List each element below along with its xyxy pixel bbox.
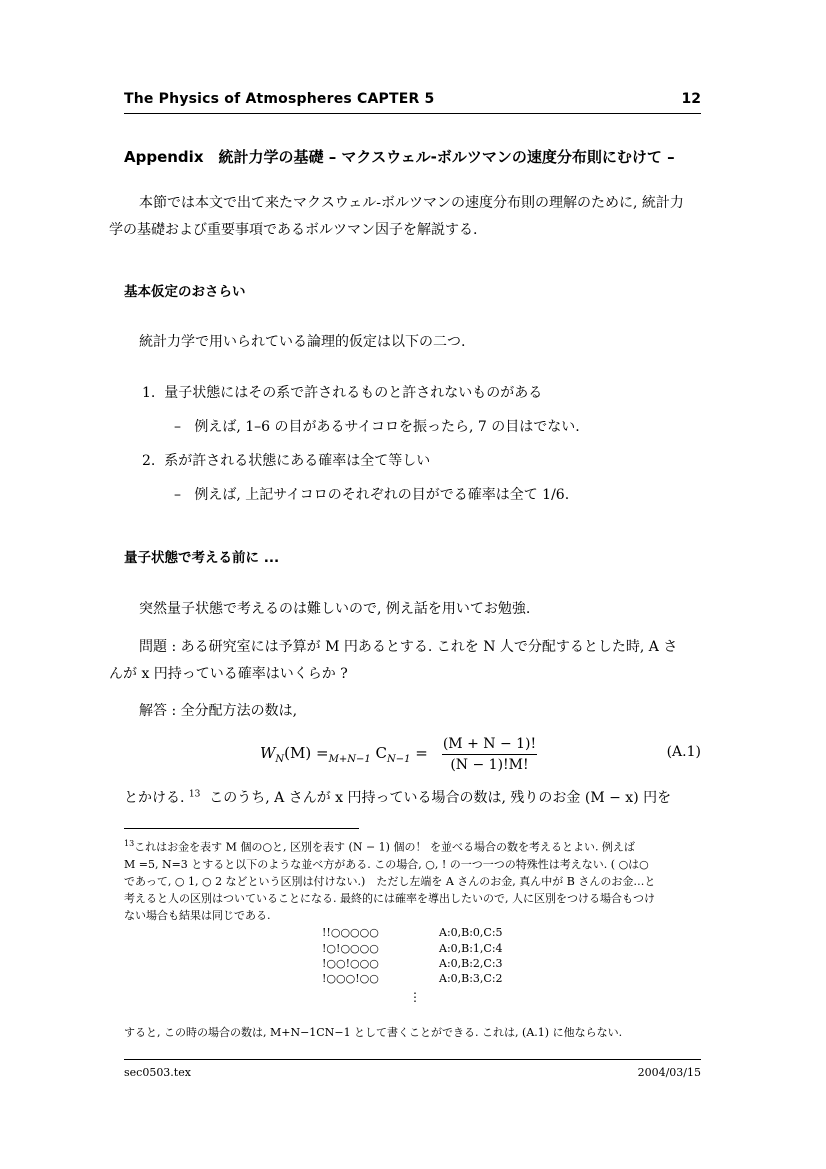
list-item-1-text: 量子状態にはその系で許されるものと許されないものがある (164, 385, 543, 401)
appendix-title: Appendix 統計力学の基礎 – マクスウェル-ボルツマンの速度分布則にむけて – (124, 148, 675, 166)
list-item-1-sub-text: 例えば, 1–6 の目があるサイコロを振ったら, 7 の目はでない. (194, 419, 580, 435)
problem-line-1: 問題 : ある研究室には予算が M 円あるとする. これを N 人で分配するとした時, A さ (139, 639, 678, 655)
problem-line-2: んが x 円持っている確率はいくらか ? (109, 666, 348, 682)
formula-fraction (442, 736, 537, 773)
list-item-1 (142, 382, 542, 402)
fraction-numerator: (M + N − 1)! (442, 736, 537, 752)
footnote-closing: すると, この時の場合の数は, M+N−1CN−1 として書くことができる. これは, (A.1) に他ならない. (124, 1026, 623, 1039)
dash-bullet: – (174, 487, 181, 503)
after-equation-rest: このうち, A さんが x 円持っている場合の数は, 残りのお金 (M − x) 円を (209, 790, 672, 806)
intro-line-2: 学の基礎および重要事項であるボルツマン因子を解説する. (109, 222, 478, 238)
formula-sub-n: N (275, 754, 285, 765)
footnote-text (124, 835, 701, 924)
intro-paragraph (109, 190, 701, 244)
formula-c: C (370, 744, 387, 762)
footnote-line-5: ない場合も結果は同じである. (124, 908, 271, 922)
footnote-line-4: 考えると人の区別はついていることになる. 最終的には確率を導出したいので, 人に区別をつける場合もつけ (124, 891, 655, 905)
list-item-1-sub (174, 416, 580, 436)
list-item-2-sub-text: 例えば, 上記サイコロのそれぞれの目がでる確率は全て 1/6. (194, 487, 570, 503)
footnote-line-2: M =5, N=3 とすると以下のような並べ方がある. この場合, ○, ! の一つ一つの特殊性は考えない. ( ○は○ (124, 857, 649, 871)
page-number: 12 (681, 91, 701, 107)
header-rule (124, 113, 701, 114)
fraction-bar (442, 754, 537, 755)
arrangement-result-3: A:0,B:2,C:3 (439, 957, 503, 970)
list-item-2 (142, 450, 430, 470)
fraction-denominator: (N − 1)!M! (450, 757, 529, 773)
answer-lead: 解答 : 全分配方法の数は, (139, 703, 298, 719)
formula-mid: (M) = (284, 744, 329, 762)
equation-a1 (260, 736, 560, 780)
after-equation-text: とかける. (124, 790, 185, 806)
formula-c-sub: N−1 (386, 754, 411, 765)
footnote-mark: 13 (188, 789, 201, 800)
footnote-line-1: これはお金を表す M 個の○と, 区別を表す (N − 1) 個の！ を並べる場合の数を考えるとよい. 例えば (134, 840, 635, 854)
footer-date: 2004/03/15 (637, 1066, 701, 1079)
formula-comb: M+N−1 (328, 754, 371, 765)
example-intro: 突然量子状態で考えるのは難しいので, 例え話を用いてお勉強. (139, 601, 531, 617)
list-item-2-number: 2. (142, 453, 156, 469)
after-equation-line (124, 787, 671, 807)
intro-line-1: 本節では本文で出て来たマクスウェル-ボルツマンの速度分布則の理解のために, 統計力 (139, 195, 684, 211)
list-item-2-text: 系が許される状態にある確率は全て等しい (164, 453, 431, 469)
arrangement-pattern-2: !○!○○○○ (322, 942, 379, 955)
arrangement-pattern-4: !○○○!○○ (322, 972, 379, 985)
arrangement-pattern-3: !○○!○○○ (322, 957, 379, 970)
running-header-title: The Physics of Atmospheres CAPTER 5 (124, 91, 435, 107)
vertical-ellipsis: ⋮ (409, 990, 421, 1004)
basics-lead: 統計力学で用いられている論理的仮定は以下の二つ. (139, 334, 466, 350)
formula-eq: = (410, 744, 428, 762)
arrangement-result-4: A:0,B:3,C:2 (439, 972, 503, 985)
footer-filename: sec0503.tex (124, 1066, 191, 1079)
arrangement-result-1: A:0,B:0,C:5 (439, 926, 503, 939)
problem-paragraph (109, 634, 701, 688)
section-heading-before-quantum: 量子状態で考える前に ... (124, 550, 280, 566)
list-item-1-number: 1. (142, 385, 156, 401)
footnote-line-3: であって, ○ 1, ○ 2 などという区別は付けない.) ただし左端を A さんのお金, 真ん中が B さんのお金…と (124, 874, 656, 888)
list-item-2-sub (174, 484, 569, 504)
dash-bullet: – (174, 419, 181, 435)
arrangement-result-2: A:0,B:1,C:4 (439, 942, 503, 955)
footnote-number: 13 (124, 839, 135, 848)
formula-lhs (260, 744, 428, 765)
footer-rule (124, 1059, 701, 1060)
section-heading-basics: 基本仮定のおさらい (124, 284, 246, 300)
equation-number: (A.1) (666, 744, 701, 760)
formula-w: W (260, 744, 276, 762)
footnote-rule (124, 828, 359, 829)
arrangement-pattern-1: !!○○○○○ (322, 926, 379, 939)
